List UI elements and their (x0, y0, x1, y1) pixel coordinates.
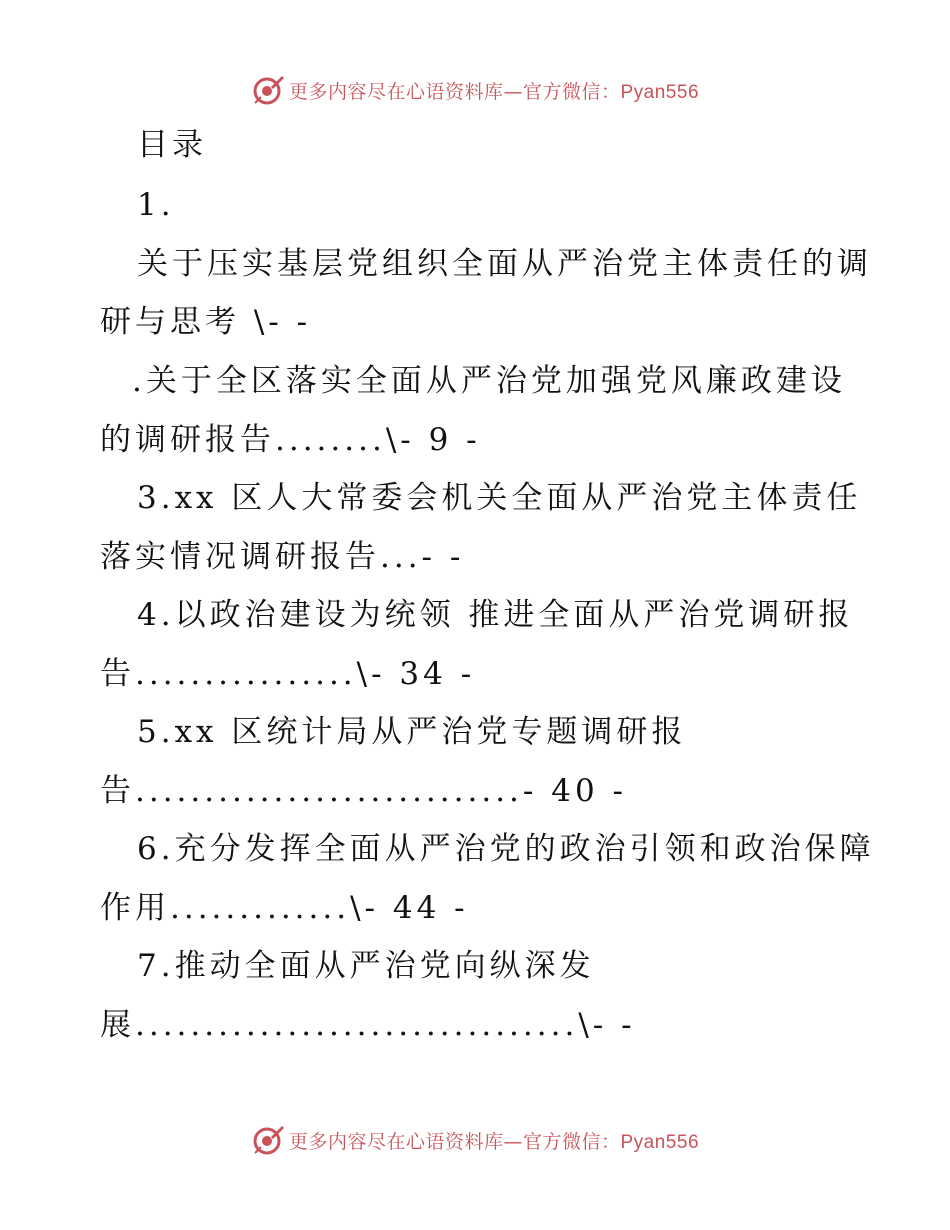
banner-text: 更多内容尽在心语资料库 (288, 1130, 504, 1153)
banner-separator: — (503, 80, 523, 103)
toc-line: 展................................\- - (100, 1007, 636, 1043)
banner-wechat-label: 官方微信： (522, 1130, 621, 1153)
toc-line: .关于全区落实全面从严治党加强党风廉政建设 (132, 363, 846, 399)
toc-line: 7.推动全面从严治党向纵深发 (137, 948, 595, 984)
footer-watermark-banner (0, 1120, 950, 1160)
toc-line: 落实情况调研报告...- - (100, 539, 465, 575)
banner-separator: — (503, 1130, 523, 1153)
toc-line: 研与思考 \- - (100, 304, 312, 340)
toc-line: 4.以政治建设为统领 推进全面从严治党调研报 (137, 597, 854, 633)
toc-title: 目录 (137, 127, 207, 163)
toc-line: 6.充分发挥全面从严治党的政治引领和政治保障 (137, 831, 875, 867)
banner-wechat-label: 官方微信： (522, 80, 621, 103)
toc-line: 告............................- 40 - (100, 773, 628, 809)
toc-line: 的调研报告........\- 9 - (100, 422, 481, 458)
toc-line: 3.xx 区人大常委会机关全面从严治党主体责任 (137, 480, 862, 516)
banner-text: 更多内容尽在心语资料库 (288, 80, 504, 103)
toc-line: 5.xx 区统计局从严治党专题调研报 (137, 714, 687, 750)
banner-wechat-id: Pyan556 (620, 81, 700, 103)
toc-line: 告................\- 34 - (100, 656, 476, 692)
pen-logo-icon (251, 1123, 285, 1157)
toc-line: 1. (137, 187, 175, 223)
banner-wechat-id: Pyan556 (620, 1131, 700, 1153)
toc-line: 关于压实基层党组织全面从严治党主体责任的调 (137, 246, 872, 282)
toc-line: 作用.............\- 44 - (100, 890, 469, 926)
